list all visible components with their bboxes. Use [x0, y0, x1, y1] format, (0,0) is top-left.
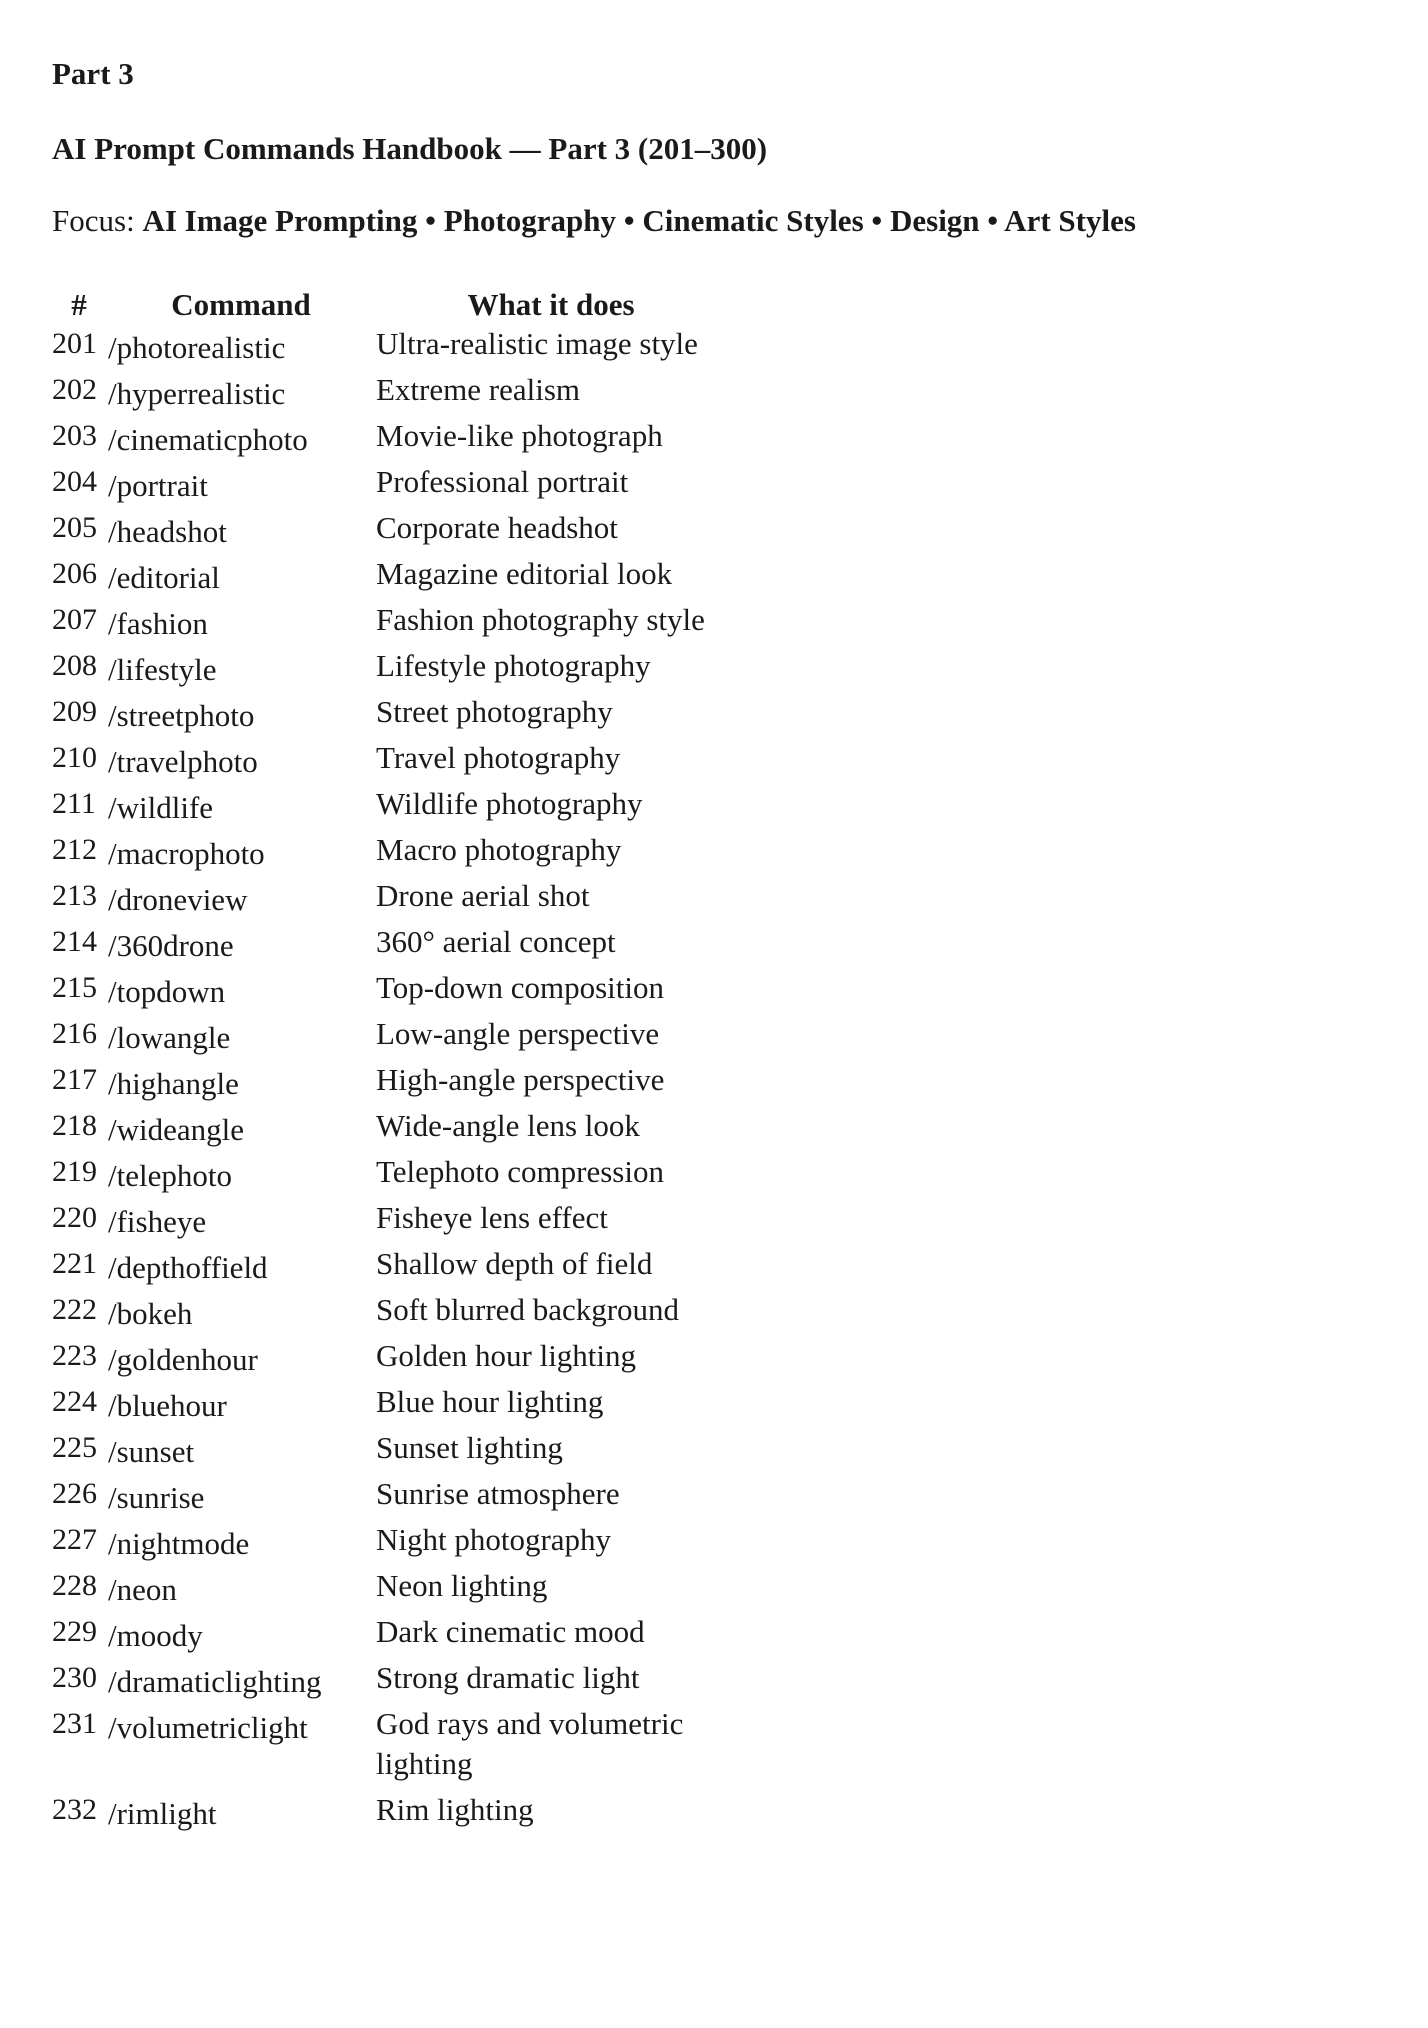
- row-description: High-angle perspective: [376, 1062, 665, 1097]
- row-description: Ultra-realistic image style: [376, 326, 698, 361]
- row-description: Telephoto compression: [376, 1154, 664, 1189]
- row-command: /fashion: [108, 606, 208, 641]
- table-row: [52, 1662, 726, 1708]
- row-description: God rays and volumetric lighting: [376, 1706, 684, 1781]
- table-row: [52, 420, 726, 466]
- row-command: /streetphoto: [108, 698, 255, 733]
- part-label: Part 3: [52, 56, 134, 91]
- row-number: 219: [52, 1155, 97, 1188]
- row-number: 216: [52, 1017, 97, 1050]
- table-row: [52, 1708, 726, 1794]
- row-description: Rim lighting: [376, 1792, 534, 1827]
- row-command: /portrait: [108, 468, 208, 503]
- row-command: /highangle: [108, 1066, 239, 1101]
- table-row: [52, 1386, 726, 1432]
- row-description: Sunset lighting: [376, 1430, 563, 1465]
- row-number: 202: [52, 373, 97, 406]
- row-command: /nightmode: [108, 1526, 250, 1561]
- row-number: 217: [52, 1063, 97, 1096]
- row-number: 221: [52, 1247, 97, 1280]
- row-command: /sunrise: [108, 1480, 205, 1515]
- row-description: Drone aerial shot: [376, 878, 590, 913]
- table-row: [52, 1478, 726, 1524]
- row-command: /wildlife: [108, 790, 214, 825]
- header-number: #: [71, 287, 87, 322]
- row-description: Strong dramatic light: [376, 1660, 640, 1695]
- table-row: [52, 926, 726, 972]
- table-row: [52, 1432, 726, 1478]
- row-command: /bluehour: [108, 1388, 227, 1423]
- table-row: [52, 328, 726, 374]
- row-number: 231: [52, 1707, 97, 1740]
- row-description: Travel photography: [376, 740, 621, 775]
- table-row: [52, 650, 726, 696]
- row-number: 205: [52, 511, 97, 544]
- row-command: /bokeh: [108, 1296, 193, 1331]
- row-description: Fashion photography style: [376, 602, 705, 637]
- table-row: [52, 1794, 726, 1840]
- table-row: [52, 512, 726, 558]
- row-description: Night photography: [376, 1522, 612, 1557]
- row-description: Extreme realism: [376, 372, 580, 407]
- row-description: Macro photography: [376, 832, 622, 867]
- focus-value: AI Image Prompting • Photography • Cinematic Styles • Design • Art Styles: [142, 203, 1136, 238]
- row-command: /360drone: [108, 928, 234, 963]
- table-row: [52, 1524, 726, 1570]
- row-number: 214: [52, 925, 97, 958]
- row-description: Lifestyle photography: [376, 648, 651, 683]
- row-number: 225: [52, 1431, 97, 1464]
- table-row: [52, 834, 726, 880]
- table-row: [52, 1616, 726, 1662]
- table-row: [52, 1570, 726, 1616]
- table-row: [52, 972, 726, 1018]
- row-description: Movie-like photograph: [376, 418, 663, 453]
- row-number: 227: [52, 1523, 97, 1556]
- row-number: 210: [52, 741, 97, 774]
- row-number: 232: [52, 1793, 97, 1826]
- row-description: Golden hour lighting: [376, 1338, 637, 1373]
- row-description: Shallow depth of field: [376, 1246, 653, 1281]
- row-number: 212: [52, 833, 97, 866]
- table-row: [52, 1110, 726, 1156]
- header-description: What it does: [467, 287, 635, 322]
- row-command: /goldenhour: [108, 1342, 258, 1377]
- row-number: 223: [52, 1339, 97, 1372]
- row-description: Dark cinematic mood: [376, 1614, 645, 1649]
- header-command: Command: [171, 287, 311, 322]
- row-number: 215: [52, 971, 97, 1004]
- table-row: [52, 1018, 726, 1064]
- row-number: 209: [52, 695, 97, 728]
- row-command: /dramaticlighting: [108, 1664, 322, 1699]
- row-description: Corporate headshot: [376, 510, 618, 545]
- table-row: [52, 1294, 726, 1340]
- row-command: /wideangle: [108, 1112, 245, 1147]
- row-number: 211: [52, 787, 96, 820]
- row-command: /hyperrealistic: [108, 376, 286, 411]
- row-command: /macrophoto: [108, 836, 265, 871]
- row-command: /photorealistic: [108, 330, 286, 365]
- row-description: Street photography: [376, 694, 613, 729]
- row-number: 228: [52, 1569, 97, 1602]
- row-command: /droneview: [108, 882, 248, 917]
- row-command: /lowangle: [108, 1020, 231, 1055]
- row-description: Soft blurred background: [376, 1292, 680, 1327]
- row-description: Wide-angle lens look: [376, 1108, 640, 1143]
- table-row: [52, 1064, 726, 1110]
- row-command: /moody: [108, 1618, 203, 1653]
- commands-table: [52, 282, 726, 1840]
- row-command: /rimlight: [108, 1796, 217, 1831]
- row-description: 360° aerial concept: [376, 924, 616, 959]
- table-row: [52, 742, 726, 788]
- row-command: /fisheye: [108, 1204, 207, 1239]
- row-command: /editorial: [108, 560, 220, 595]
- table-row: [52, 1156, 726, 1202]
- table-row: [52, 466, 726, 512]
- table-row: [52, 374, 726, 420]
- row-description: Top-down composition: [376, 970, 665, 1005]
- row-description: Sunrise atmosphere: [376, 1476, 620, 1511]
- row-command: /topdown: [108, 974, 226, 1009]
- row-command: /volumetriclight: [108, 1710, 308, 1745]
- row-number: 213: [52, 879, 97, 912]
- row-number: 229: [52, 1615, 97, 1648]
- row-command: /lifestyle: [108, 652, 217, 687]
- document-title: AI Prompt Commands Handbook — Part 3 (201–300): [52, 131, 768, 166]
- row-number: 203: [52, 419, 97, 452]
- row-number: 222: [52, 1293, 97, 1326]
- row-description: Wildlife photography: [376, 786, 643, 821]
- table-row: [52, 696, 726, 742]
- row-number: 201: [52, 327, 97, 360]
- table-header-row: [52, 282, 726, 328]
- row-number: 206: [52, 557, 97, 590]
- table-row: [52, 788, 726, 834]
- table-row: [52, 880, 726, 926]
- row-command: /telephoto: [108, 1158, 232, 1193]
- row-command: /headshot: [108, 514, 227, 549]
- table-row: [52, 1340, 726, 1386]
- table-row: [52, 558, 726, 604]
- row-number: 224: [52, 1385, 97, 1418]
- row-description: Low-angle perspective: [376, 1016, 660, 1051]
- row-number: 218: [52, 1109, 97, 1142]
- row-description: Blue hour lighting: [376, 1384, 604, 1419]
- row-number: 220: [52, 1201, 97, 1234]
- row-command: /cinematicphoto: [108, 422, 308, 457]
- row-command: /neon: [108, 1572, 177, 1607]
- table-row: [52, 604, 726, 650]
- focus-line: [52, 199, 1136, 243]
- row-number: 230: [52, 1661, 97, 1694]
- row-number: 207: [52, 603, 97, 636]
- table-row: [52, 1248, 726, 1294]
- row-description: Magazine editorial look: [376, 556, 673, 591]
- row-number: 204: [52, 465, 97, 498]
- table-body: [52, 328, 726, 1840]
- table-row: [52, 1202, 726, 1248]
- row-description: Neon lighting: [376, 1568, 548, 1603]
- row-command: /depthoffield: [108, 1250, 268, 1285]
- row-number: 226: [52, 1477, 97, 1510]
- focus-label: Focus:: [52, 203, 135, 238]
- row-command: /sunset: [108, 1434, 195, 1469]
- row-command: /travelphoto: [108, 744, 258, 779]
- row-number: 208: [52, 649, 97, 682]
- row-description: Fisheye lens effect: [376, 1200, 608, 1235]
- row-description: Professional portrait: [376, 464, 629, 499]
